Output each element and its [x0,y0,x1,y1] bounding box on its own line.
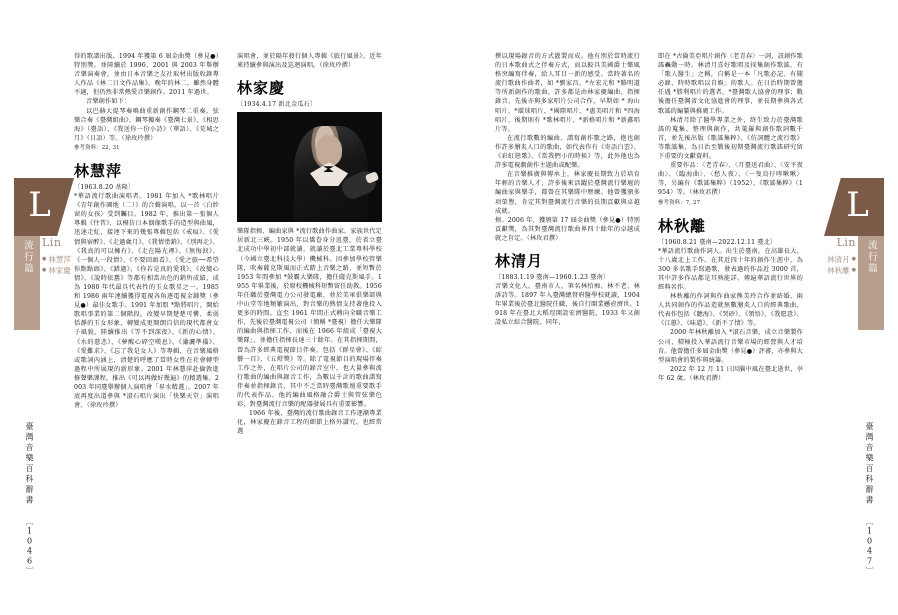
entry-body-lin-jiaqing-3: 擇以現場錄音的方式灌製而成。他有別於當時流行的日本歌曲式之伴奏方式，而以較具美國爵士樂風格突編寫伴奏，給人耳目一新的感受。當時著名的流行歌曲作曲者，如 *劉家昌、*左宏元和 *駱明道等所新創作的歌曲，許多都是由林家慶編曲、指揮錄音。先後亦與多家唱片公司合作，早期如 * 海山唱片、*環球唱片、*國際唱片、*惠美唱片和 *四海唱片，後期則有 *歌林唱片、*新格唱片和 *新鑫唱片等。 [495,53,640,133]
right-page-columns [495,52,824,575]
folio-left: 〔1046〕 [25,517,34,575]
tab-section-label-right: 流行篇 [866,240,877,275]
entry-heading-lin-huiping: 林慧萍 [74,161,123,180]
source-reference: 參考資料：22, 31 [74,144,120,151]
entry-heading-lin-jiaqing: 林家慶 [237,79,286,98]
running-title-left: 臺灣音樂百科辭書 [25,421,34,506]
running-foot-right [862,422,876,576]
index-tab-left[interactable] [14,178,74,330]
column2-carryover-paragraph: 演唱會，並於隔年發行個人專輯《旅行風景》。近年來持續參與演出及巡迴演唱。（徐玫玲撰） [237,53,382,70]
column-4 [658,52,803,575]
column-3 [495,52,640,575]
entry-body-lin-qiuli-4: 2022 年 12 月 11 日因腦中風在臺北逝世，享年 62 歲。（林玫君撰） [658,365,803,382]
continued-paragraph-2: 音樂創作如下： [86,98,131,106]
column-2 [237,52,382,575]
portrait-photo-lin-jiaqing [237,112,382,222]
entry-lifedates-lin-huiping: 〔1963.8.20 基隆〕 [74,183,135,191]
tab-letter-right: L [846,185,870,225]
running-foot-left [22,422,36,576]
tab-entry-right-2[interactable]: 林秋離 ● [812,265,856,276]
entry-body-lin-qingyue-2: 即在 *古倫美亞唱片創作〈老青春〉一詞，該創作歌謠轟動一時。林清月喜好歌唱及採集創作歌謠，有「歌人醫生」之稱，自稱是一本「凡歌必記、有聞必錄、時時歌唱以自娛」的歌人。在日治時期曾擔任遇 *勝利唱片的選者、*臺灣歌人協會的理事；戰後擔任臺灣省文化協進會的理事，並長期參與各式歌謠的編纂與推廣工作。 [658,53,803,115]
entry-lifedates-lin-jiaqing: 〔1934.4.17 新北金瓜石〕 [237,101,317,109]
entry-body-lin-qiuli-3: 2000 年林秋離加入 *滾石音樂，成立音樂製作公司，積極投入華語流行音樂市場的經營與人才培育。他曾擔任多屆金曲獎（參見●）評審，亦參與大型演唱會的製作與統籌。 [658,329,803,364]
tab-section-label-left: 流行篇 [22,240,33,275]
entry-lifedates-lin-qiuli: 〔1960.8.21 臺南—2022.12.11 臺北〕 [658,238,777,246]
running-title-right: 臺灣音樂百科辭書 [865,421,874,506]
entry-works-lin-qingyue: 重要作品：〈老青春〉、〈月臺送君曲〉、〈安平夜曲〉、〈臨海曲〉、〈愁人夜〉、〈一隻鳥仔哮啾啾〉等，另編有《歌謠集粹》（1952）、《歌謠集粹》（1954）等。（林玫君撰） [658,162,803,197]
tab-letter-left: L [28,185,52,225]
tab-entry-left-1[interactable]: ● 林慧萍 [42,254,86,265]
tab-entry-right-1[interactable]: 林清月 ● [812,254,856,265]
entry-body-lin-qingyue-3: 林清月除了醫學專業之外，終生致力於臺灣歌謠的蒐集、整理與創作，共蒐羅與創作歌詞數千首，並先後出版《歌謠集粹》、《仿詞體之流行歌》等歌謠集，為日治至戰後初期臺灣流行歌謠研究留下重要的文獻資料。 [658,116,803,161]
entry-body-lin-jiaqing-2: 1966 年後，臺灣的流行歌曲錄音工作逐漸專業化，林家慶在錄音工程的細節上格外講究，也經常選 [237,410,382,436]
entry-body-lin-qiuli-1: *華語流行歌曲作詞人。出生於臺南，在高雄長大。十八歲北上工作。在其近四十年的創作生涯中，為 300 多名歌手寫過歌，發表過的作品近 3000 首，其中許多作品都是耳熟能詳、傳遍華語流行世界的經典名作。 [658,247,803,291]
tab-romanization-left: Lin [42,236,62,249]
photo-figure-head [316,135,342,166]
column-1 [74,52,219,575]
continued-paragraph-3: 以巴赫大提琴奏鳴曲重新創作鋼琴二重奏，弦樂合奏《臺灣組曲》、鋼琴獨奏《臺灣七景》、《相思海》（臺語）、《我送你一份小詩》（華語）、《荒城之月》（日語）等。（徐玫玲撰） [74,107,219,142]
entry-body-lin-jiaqing-1: 樂隊指揮、編曲家與 *流行歌曲作曲家。家族世代定居新北三峽。1950 年以僑眷身分返臺，於省立臺北成功中學初中部就讀，就讀於臺北工業專科學校（今國立臺北科技大學）機械科。因參加學校管樂隊，吹奏薩克斯風而正式踏上音樂之路，並短暫於 1953 年間參加 *鼓霸大樂隊，擔任薩克斯風手。1955 年畢業後，於原校機械科短暫留任助教。1956 年任職於臺灣電力公司發電廠，並於美軍俱樂部與中山堂等地頻繁演出，對音樂的熱情支持著他投入更多的時間。直至 1961 年間正式轉向全職音樂工作，先後於臺灣電視公司（簡稱 *臺視）擔任大樂隊的編曲與指揮工作，而後在 1966 年組成「臺視大樂隊」，並擔任指揮長達三十餘年。在其指揮期間，曾為許多經典電視節目伴奏，包括《群星會》、《綜藝一百》、《五燈獎》等。除了電視節目的現場伴奏工作之外，在唱片公司的錄音室中，也大量參與流行歌曲的編曲與錄音工作，為數以千計的歌曲譜寫伴奏並指揮錄音，其中不乏當時臺灣歌壇重要歌手的代表作品。他的編曲風格融合爵士與管弦樂色彩，對臺灣流行音樂的配器發展具有重要影響。 [237,228,382,409]
entry-lifedates-lin-qingyue: 〔1883.1.19 臺南—1960.1.23 臺南〕 [495,273,610,281]
tab-romanization-right: Lin [836,236,856,249]
tab-entry-list-right [812,236,856,276]
entry-body-lin-huiping: *華語流行歌曲演唱者。1981 年加入 *歌林唱片《青年創作園地（二）》的合輯演唱，以一首〈白紗窗的女孩〉受到矚目。1982 年，推出第一張個人專輯《往昔》，以模仿日本偶像歌手的造型與曲風，迅速走紅，接連下來的幾張專輯包括《戒痕》、《愛情與宿醉》、《走過歲月》、《我情塗銷》、《別再走》、《我真的可以擁有》、《走在陽光裡》、《無悔淚》、《一個人一段情》、《不要回頭看》、《愛之旅──希望你點點頭》、《錯過》、《你若是真的愛我》、《改變心情》、《說時依舊》等都有相當出色的銷售成績，成為 1980 年代最具代表性的玉女歌星之一。1985 和 1986 兩年連續獲得電視各角逐電視金鐘獎（參見●）最佳女歌手。1991 年加盟 *點將唱片，開始歌唱事業的第二個階段，改變早期楚楚可憐、柔弱恬靜的玉女形象，轉變成更開朗自信的現代都會女子風貌，陸續推出《等不到深夜》、《新的心情》、《水的慈悲》、《夢醒心碎空嘆息》、《瀟灑準備》、《愛難求》、《忘了我是女人》等專輯，在音樂風格或歌詞內涵上，清楚的呼應了當時女性在社會轉型過程中所展現的新形象。2001 年林慧萍赴倫敦進修聲樂課程，推出《可以再做好幾遍》的精選集。2003 年同臺舉辦個人演唱會「昇水精選」。2007 年底再度出道參與 *滾石唱片演出「快樂天堂」演唱會。（徐玫玲撰） [74,193,219,410]
folio-right: 〔1047〕 [865,517,874,575]
index-tab-right[interactable] [824,178,884,330]
tab-entry-list-left [42,236,86,276]
right-page [449,0,898,615]
entry-heading-lin-qingyue: 林清月 [495,251,544,270]
left-page-columns [74,52,403,575]
entry-body-lin-qingyue-1: 音樂文化人。臺南市人，筆名林怕痴、林不老、林訴詩等。1897 年入臺灣總督府醫學校就讀，1904 年畢業後於臺北醫院任職，後自行開業懸壺濟世。1918 年在臺北大稻埕開設宏濟醫院，1933 年又創設私立綜合醫院。同年， [495,283,640,327]
entry-body-lin-qiuli-2: 林秋離的作詞與作曲家熊美玲合作並結婚，兩人共同創作的作品造就無數膾炙人口的經典歌曲，代表作包括《聽海》、《哭砂》、《領悟》、《我愿意》、《江蕙》、《味道》、《新不了情》等。 [658,293,803,328]
entry-body-lin-jiaqing-6: 揮。2006 年，獲頒第 17 屆金曲獎（參見●）特別貢獻獎，為其對臺灣流行歌曲界四十餘年的卓越成就之肯定。（林玫君撰） [495,216,640,242]
entry-heading-lin-qiuli: 林秋離 [658,216,707,235]
continued-paragraph-1: 得的歌譜出版。1994 年獲第 6 屆金曲獎（參見●）特別獎。並陸續於 1996、2001 與 2003 年舉辦音樂演奏會，並由日本音樂之友社取材出版收錄專人作品《林二日文作品集》。晚年的林二，雖然身體不適，但仍然非常熱愛音樂創作。2011 年過世。 [74,53,219,97]
source-reference-2: 參考資料：7, 27 [658,199,701,206]
entry-body-lin-jiaqing-5: 在音樂推廣與傳承上，林家慶長期致力於培育年輕的音樂人才，許多後來活躍於臺灣流行樂壇的編曲家與樂手，都曾在其樂隊中歷練。他曾獲頒多項榮譽，肯定其對臺灣流行音樂的長期貢獻與卓越成就。 [495,171,640,215]
tab-entry-left-2[interactable]: ● 林家慶 [42,265,86,276]
entry-body-lin-jiaqing-4: 在流行歌數的編曲、譜寫創作歌之路，抱也創作許多膾炙人口的歌曲，如代表作有《寄語白雲》、《彩虹戀歌》、《當我們小的時候》等，此外他也為許多電視劇創作主題曲或配樂。 [495,134,640,170]
